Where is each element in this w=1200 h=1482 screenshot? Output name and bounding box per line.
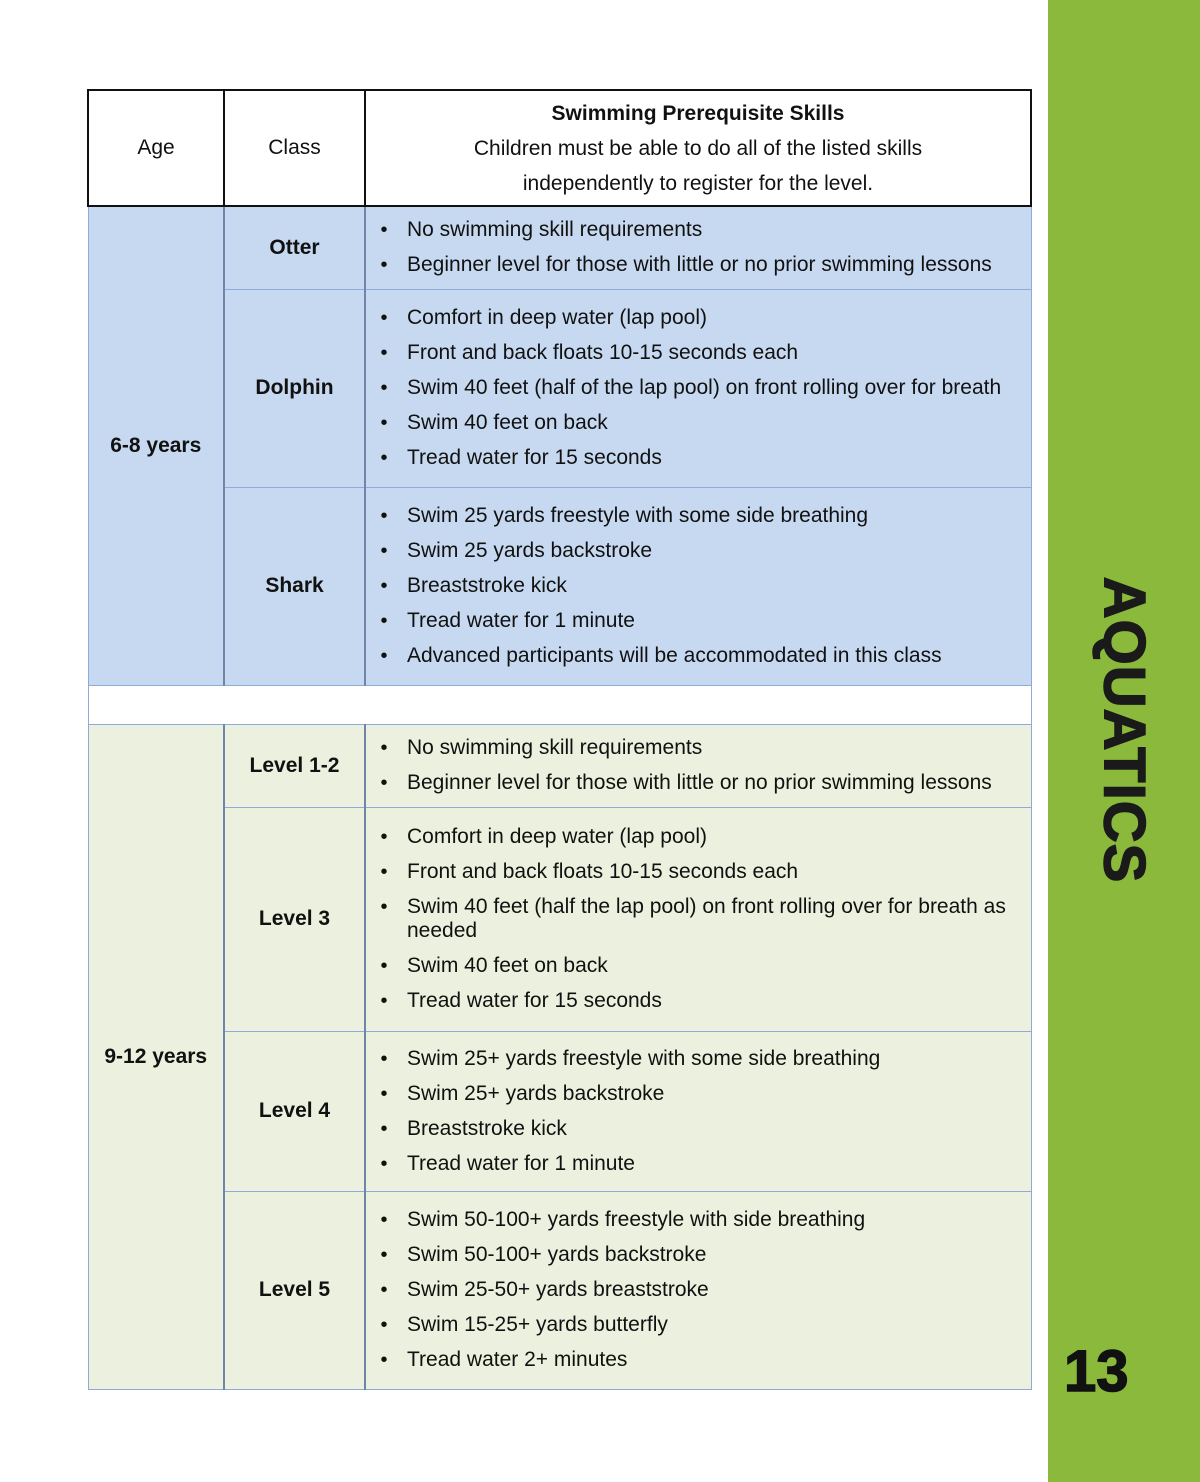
list-item	[366, 954, 1031, 978]
class-name-cell: Shark	[224, 487, 365, 685]
list-item	[366, 306, 1031, 330]
list-item	[366, 860, 1031, 884]
bullet-icon: •	[380, 505, 388, 527]
skill-text: Swim 50-100+ yards backstroke	[407, 1243, 707, 1266]
skill-text: Tread water for 1 minute	[407, 609, 635, 632]
age-column-header: Age	[88, 90, 224, 206]
list-item	[366, 825, 1031, 849]
skill-text: Tread water for 15 seconds	[407, 446, 662, 469]
bullet-icon: •	[380, 1117, 388, 1140]
list-item	[366, 253, 1031, 277]
skill-text: Breaststroke kick	[407, 574, 567, 597]
list-item	[366, 376, 1031, 400]
skills-cell	[365, 487, 1031, 685]
table-row	[88, 289, 1031, 487]
list-item	[366, 1243, 1031, 1267]
skill-text: Comfort in deep water (lap pool)	[407, 306, 707, 329]
class-name-cell: Level 1-2	[224, 724, 365, 807]
bullet-icon: •	[380, 610, 388, 632]
bullet-icon: •	[380, 645, 388, 667]
skill-text: Swim 25-50+ yards breaststroke	[407, 1278, 709, 1301]
bullet-icon: •	[380, 990, 388, 1012]
list-item	[366, 644, 1031, 668]
skill-list	[366, 825, 1031, 1013]
skill-text: Tread water for 1 minute	[407, 1151, 635, 1175]
bullet-icon: •	[380, 861, 388, 883]
skill-text: Beginner level for those with little or no prior swimming lessons	[407, 771, 992, 794]
list-item	[366, 539, 1031, 563]
skill-text: Tread water 2+ minutes	[407, 1348, 628, 1371]
list-item	[366, 1082, 1031, 1106]
age-group-cell: 9-12 years	[88, 724, 224, 1389]
list-item	[366, 341, 1031, 365]
skill-text: Front and back floats 10-15 seconds each	[407, 341, 799, 364]
list-item	[366, 1348, 1031, 1372]
table-row	[88, 724, 1031, 807]
skills-cell	[365, 206, 1031, 289]
bullet-icon: •	[380, 896, 388, 918]
age-group-cell: 6-8 years	[88, 206, 224, 685]
section-title: AQUATICS	[1091, 576, 1157, 884]
class-column-header: Class	[224, 90, 365, 206]
bullet-icon: •	[380, 955, 388, 977]
list-item	[366, 609, 1031, 633]
list-item	[366, 411, 1031, 435]
list-item	[366, 218, 1031, 242]
skill-text: Swim 15-25+ yards butterfly	[407, 1313, 668, 1336]
list-item	[366, 771, 1031, 795]
list-item	[366, 446, 1031, 470]
spacer-cell	[88, 685, 1031, 724]
list-item	[366, 504, 1031, 528]
list-item	[366, 989, 1031, 1013]
list-item	[366, 895, 1031, 943]
skills-header-note-line2: independently to register for the level.	[522, 171, 874, 195]
skill-text: Breaststroke kick	[407, 1116, 567, 1140]
skill-text: Swim 40 feet (half the lap pool) on front rolling over for breath as needed	[407, 895, 1006, 942]
bullet-icon: •	[380, 1279, 388, 1301]
skill-text: Swim 25 yards backstroke	[407, 539, 653, 562]
table-row	[88, 206, 1031, 289]
skill-list	[366, 1208, 1031, 1372]
bullet-icon: •	[380, 1082, 388, 1105]
list-item	[366, 1278, 1031, 1302]
skill-text: Advanced participants will be accommodated in this class	[407, 644, 942, 667]
skill-text: Swim 40 feet on back	[407, 954, 608, 977]
bullet-icon: •	[380, 737, 388, 759]
prerequisite-skills-table	[87, 89, 1032, 1390]
skill-text: Beginner level for those with little or no prior swimming lessons	[407, 253, 992, 277]
skills-cell	[365, 724, 1031, 807]
table-row	[88, 1031, 1031, 1191]
skill-list	[366, 1047, 1031, 1176]
bullet-icon: •	[380, 254, 388, 277]
skills-column-header	[365, 90, 1031, 206]
bullet-icon: •	[380, 1152, 388, 1175]
skill-list	[366, 218, 1031, 277]
skills-header-note-line1: Children must be able to do all of the listed skills	[473, 136, 923, 160]
bullet-icon: •	[380, 1349, 388, 1371]
list-item	[366, 1047, 1031, 1071]
skill-text: Swim 40 feet on back	[407, 411, 608, 434]
skill-list	[366, 504, 1031, 668]
bullet-icon: •	[380, 1047, 388, 1070]
page-number: 13	[1064, 1339, 1129, 1404]
skill-text: Swim 25+ yards backstroke	[407, 1081, 665, 1105]
skills-cell	[365, 1191, 1031, 1389]
class-name-cell: Dolphin	[224, 289, 365, 487]
list-item	[366, 1208, 1031, 1232]
skill-text: No swimming skill requirements	[407, 736, 703, 759]
skill-list	[366, 306, 1031, 470]
list-item	[366, 736, 1031, 760]
bullet-icon: •	[380, 447, 388, 469]
bullet-icon: •	[380, 540, 388, 562]
bullet-icon: •	[380, 342, 388, 364]
skills-cell	[365, 807, 1031, 1031]
bullet-icon: •	[380, 772, 388, 794]
skills-header-title: Swimming Prerequisite Skills	[551, 101, 845, 125]
list-item	[366, 1152, 1031, 1176]
skill-text: Swim 25+ yards freestyle with some side breathing	[407, 1046, 881, 1070]
skill-text: Swim 50-100+ yards freestyle with side breathing	[407, 1208, 866, 1231]
bullet-icon: •	[380, 1244, 388, 1266]
skill-text: Front and back floats 10-15 seconds each	[407, 860, 799, 883]
bullet-icon: •	[380, 1314, 388, 1336]
bullet-icon: •	[380, 412, 388, 434]
skills-cell	[365, 1031, 1031, 1191]
bullet-icon: •	[380, 826, 388, 848]
bullet-icon: •	[380, 1209, 388, 1231]
bullet-icon: •	[380, 307, 388, 329]
table-row	[88, 1191, 1031, 1389]
bullet-icon: •	[380, 377, 388, 399]
skills-cell	[365, 289, 1031, 487]
class-name-cell: Level 3	[224, 807, 365, 1031]
table-row	[88, 807, 1031, 1031]
skill-text: No swimming skill requirements	[407, 218, 703, 242]
table-row	[88, 487, 1031, 685]
class-name-cell: Level 4	[224, 1031, 365, 1191]
list-item	[366, 1117, 1031, 1141]
skill-list	[366, 736, 1031, 795]
class-name-cell: Level 5	[224, 1191, 365, 1389]
bullet-icon: •	[380, 575, 388, 597]
skill-text: Swim 40 feet (half of the lap pool) on front rolling over for breath	[407, 376, 1002, 399]
skill-text: Swim 25 yards freestyle with some side breathing	[407, 504, 869, 527]
skill-text: Tread water for 15 seconds	[407, 989, 662, 1012]
list-item	[366, 1313, 1031, 1337]
table-header-row	[88, 90, 1031, 206]
bullet-icon: •	[380, 219, 388, 242]
class-name-cell: Otter	[224, 206, 365, 289]
table-spacer-row	[88, 685, 1031, 724]
list-item	[366, 574, 1031, 598]
skill-text: Comfort in deep water (lap pool)	[407, 825, 707, 848]
